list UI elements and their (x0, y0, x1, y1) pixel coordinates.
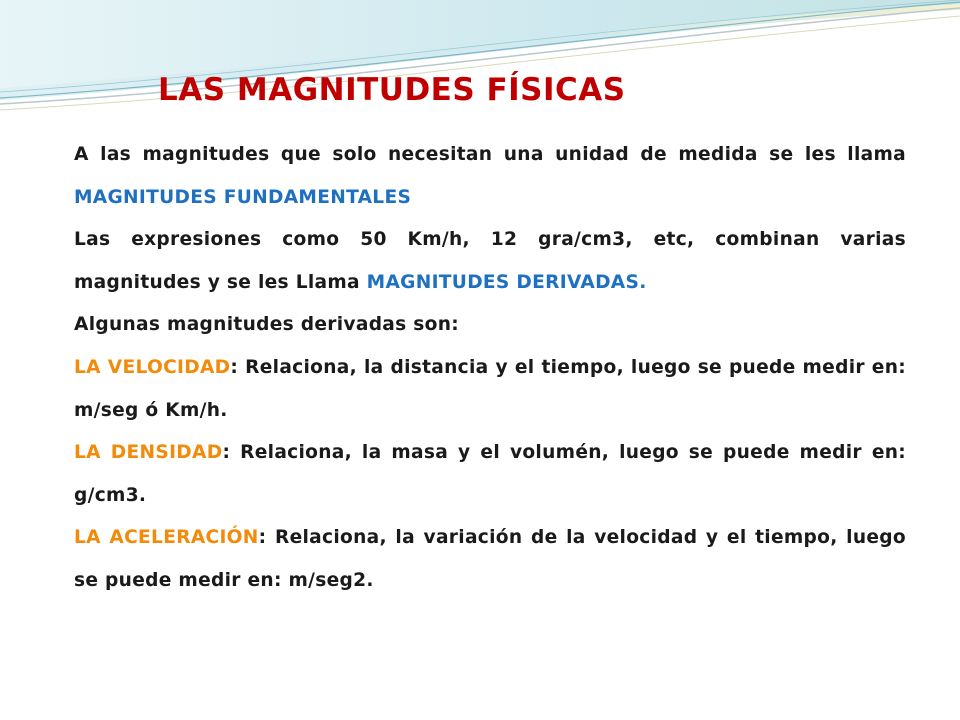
paragraph-derivadas (74, 219, 906, 304)
paragraph-densidad (74, 432, 906, 517)
paragraph-text: Las expresiones como 50 Km/h, 12 gra/cm3, etc, combinan varias magnitudes y se les Llama (74, 229, 906, 293)
aceleracion-description: : Relaciona, la variación de la velocidad y el tiempo, luego se puede medir en: m/seg2. (74, 527, 906, 591)
slide-body (74, 134, 906, 603)
paragraph-velocidad (74, 347, 906, 432)
paragraph-intro-derivadas (74, 304, 906, 347)
term-densidad: LA DENSIDAD (74, 442, 223, 464)
paragraph-text: A las magnitudes que solo necesitan una unidad de medida se les llama (74, 144, 906, 165)
highlight-fundamentales: MAGNITUDES FUNDAMENTALES (74, 186, 412, 208)
paragraph-aceleracion (74, 517, 906, 602)
highlight-derivadas: MAGNITUDES DERIVADAS. (366, 271, 647, 293)
slide-title: LAS MAGNITUDES FÍSICAS (158, 72, 626, 108)
paragraph-fundamentales (74, 134, 906, 219)
header-wave-decoration (0, 0, 960, 140)
velocidad-description: : Relaciona, la distancia y el tiempo, luego se puede medir en: m/seg ó Km/h. (74, 356, 906, 421)
term-aceleracion: LA ACELERACIÓN (74, 527, 259, 549)
term-velocidad: LA VELOCIDAD (74, 356, 231, 378)
paragraph-text: Algunas magnitudes derivadas son: (74, 314, 460, 336)
densidad-description: : Relaciona, la masa y el volumén, luego se puede medir en: g/cm3. (74, 442, 907, 506)
